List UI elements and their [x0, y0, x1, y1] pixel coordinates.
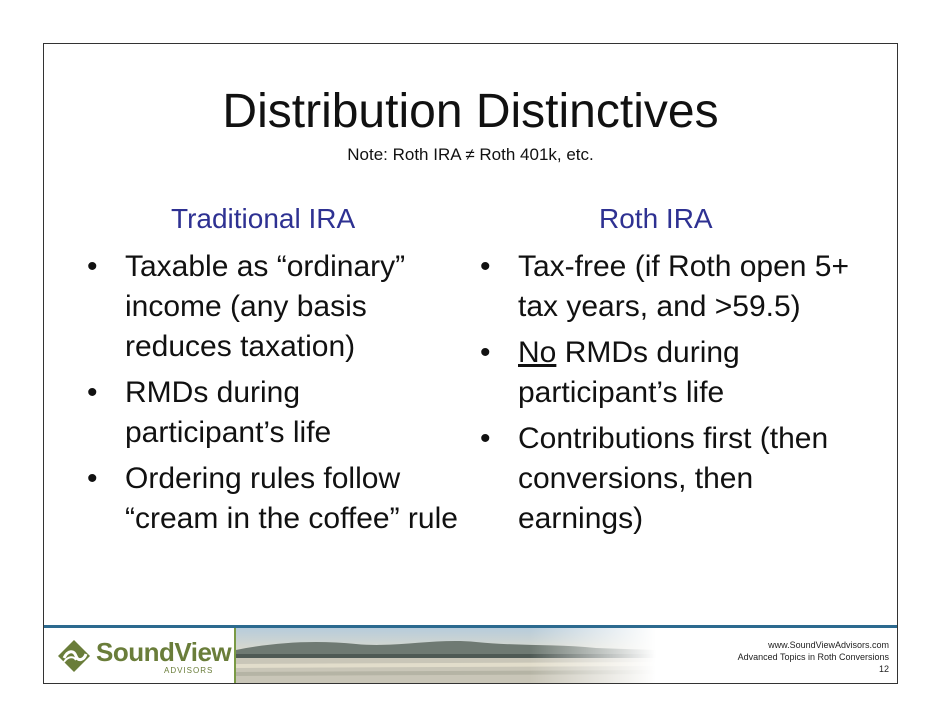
list-item — [79, 247, 459, 367]
bullet-icon: • — [87, 376, 98, 409]
list-item-text: Taxable as “ordinary” income (any basis reduces taxation) — [125, 250, 406, 363]
list-item-text: Contributions first (then conversions, then earnings) — [518, 422, 829, 535]
logo-subtitle: ADVISORS — [164, 666, 214, 675]
landscape-photo — [236, 628, 656, 683]
bullet-icon: • — [87, 462, 98, 495]
bullet-icon: • — [480, 422, 491, 455]
soundview-wave-logo-icon — [56, 638, 92, 674]
list-item — [472, 247, 872, 327]
list-item-text: RMDs during participant’s life — [125, 376, 332, 449]
roth-ira-list — [472, 247, 872, 539]
traditional-ira-column — [79, 199, 459, 545]
slide — [43, 43, 898, 684]
list-item — [472, 419, 872, 539]
list-item-text: RMDs during participant’s life — [518, 336, 740, 409]
landscape-banner-image — [236, 628, 656, 683]
bullet-icon: • — [480, 336, 491, 369]
footer-info — [738, 639, 889, 675]
list-item — [79, 373, 459, 453]
slide-note: Note: Roth IRA ≠ Roth 401k, etc. — [347, 145, 594, 164]
footer-website: www.SoundViewAdvisors.com — [768, 640, 889, 650]
list-item — [472, 333, 872, 413]
company-logo — [44, 628, 236, 683]
slide-footer — [44, 625, 897, 683]
bullet-icon: • — [87, 250, 98, 283]
list-item-text: Ordering rules follow “cream in the coffee” rule — [125, 462, 458, 535]
bullet-icon: • — [480, 250, 491, 283]
emphasis-no: No — [518, 336, 557, 369]
roth-ira-column — [472, 199, 872, 545]
list-item-text: Tax-free (if Roth open 5+ tax years, and >59.5) — [518, 250, 850, 323]
page-number: 12 — [878, 664, 889, 674]
roth-ira-heading: Roth IRA — [599, 203, 713, 234]
traditional-ira-list — [79, 247, 459, 539]
footer-presentation-title: Advanced Topics in Roth Conversions — [737, 652, 889, 662]
slide-title: Distribution Distinctives — [222, 85, 719, 138]
traditional-ira-heading: Traditional IRA — [171, 203, 356, 234]
list-item — [79, 459, 459, 539]
logo-name: SoundView — [96, 637, 232, 667]
